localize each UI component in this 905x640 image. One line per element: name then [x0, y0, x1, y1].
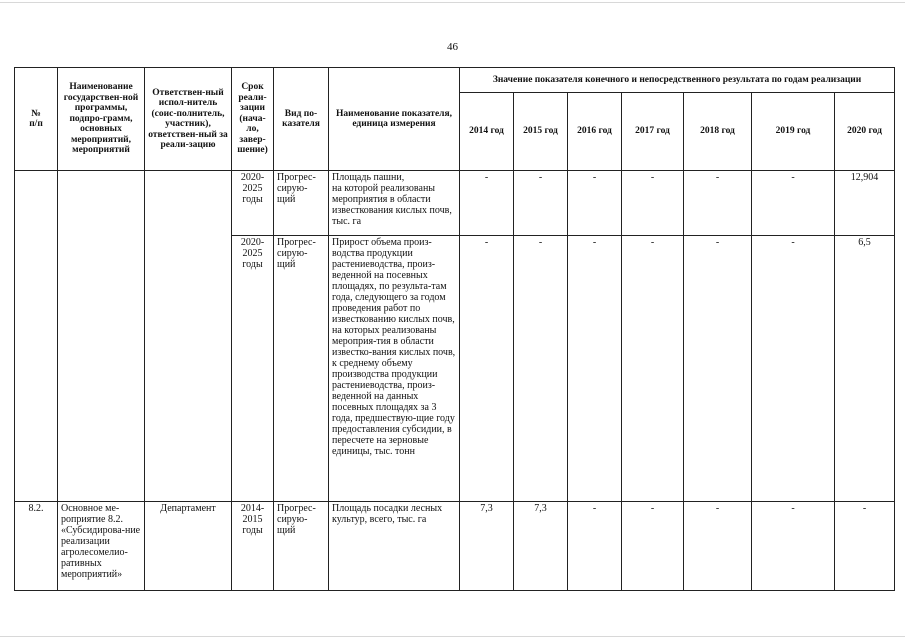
header-year: 2020 год	[835, 93, 895, 171]
cell-value: -	[568, 502, 622, 591]
cell-value: -	[568, 171, 622, 236]
cell-indicator-type: Прогрес- сирую- щий	[274, 236, 329, 502]
cell-period: 2014- 2015 годы	[232, 502, 274, 591]
header-period: Срок реали-зации (нача-ло, завер-шение)	[232, 68, 274, 171]
header-indicator-name: Наименование показателя, единица измерения	[329, 68, 460, 171]
cell-value: -	[684, 502, 752, 591]
cell-name	[58, 171, 145, 502]
cell-value: -	[684, 171, 752, 236]
cell-period: 2020- 2025 годы	[232, 236, 274, 502]
cell-num: 8.2.	[15, 502, 58, 591]
header-responsible: Ответствен-ный испол-нитель (соис-полнитель, участник), ответствен-ный за реали-зацию	[145, 68, 232, 171]
header-values-group: Значение показателя конечного и непосредственного результата по годам реализации	[460, 68, 895, 93]
cell-value: -	[514, 171, 568, 236]
scan-bottom-edge	[0, 636, 905, 637]
cell-indicator-type: Прогрес- сирую- щий	[274, 502, 329, 591]
cell-indicator-type: Прогрес- сирую- щий	[274, 171, 329, 236]
cell-indicator-name: Площадь посадки лесных культур, всего, тыс. га	[329, 502, 460, 591]
header-year: 2016 год	[568, 93, 622, 171]
cell-period: 2020- 2025 годы	[232, 171, 274, 236]
cell-value: -	[752, 502, 835, 591]
header-indicator-type: Вид по-казателя	[274, 68, 329, 171]
cell-value: 7,3	[460, 502, 514, 591]
cell-indicator-name: Прирост объема произ-водства продукции растениеводства, произ-веденной на посевных площадях, по результа-там года, следующего за годом проведения работ по известкованию кислых почв, на которых реализованы мероприя-тия в области известко-вания кислых почв, к среднему объему производства продукции растениеводства, произ-веденной на данных посевных площадях за 3 года, предшествую-щие году предоставления субсидии, в пересчете на зерновые единицы, тыс. тонн	[329, 236, 460, 502]
page-number: 46	[447, 41, 458, 53]
cell-responsible	[145, 171, 232, 502]
cell-indicator-name: Площадь пашни, на которой реализованы мероприятия в области известкования кислых почв, тыс. га	[329, 171, 460, 236]
header-name: Наименование государствен-ной программы, подпро-грамм, основных мероприятий, мероприятий	[58, 68, 145, 171]
cell-name: Основное ме-роприятие 8.2. «Субсидирова-ние реализации агролесомелио-ративных мероприятий»	[58, 502, 145, 591]
cell-value: -	[752, 236, 835, 502]
cell-value: -	[622, 171, 684, 236]
cell-value: -	[684, 236, 752, 502]
header-row-1	[15, 68, 895, 93]
cell-value: -	[514, 236, 568, 502]
header-year: 2019 год	[752, 93, 835, 171]
header-year: 2014 год	[460, 93, 514, 171]
header-year: 2018 год	[684, 93, 752, 171]
cell-value: -	[622, 502, 684, 591]
cell-value: -	[622, 236, 684, 502]
table-row	[15, 502, 895, 591]
cell-value: -	[460, 236, 514, 502]
cell-responsible: Департамент	[145, 502, 232, 591]
header-year: 2015 год	[514, 93, 568, 171]
scan-top-edge	[0, 2, 905, 3]
cell-value: 7,3	[514, 502, 568, 591]
cell-value: -	[752, 171, 835, 236]
indicators-table	[14, 67, 895, 591]
cell-num	[15, 171, 58, 502]
cell-value: -	[835, 502, 895, 591]
cell-value: -	[460, 171, 514, 236]
cell-value: -	[568, 236, 622, 502]
header-year: 2017 год	[622, 93, 684, 171]
cell-value: 6,5	[835, 236, 895, 502]
table-row	[15, 171, 895, 236]
header-num: № п/п	[15, 68, 58, 171]
cell-value: 12,904	[835, 171, 895, 236]
